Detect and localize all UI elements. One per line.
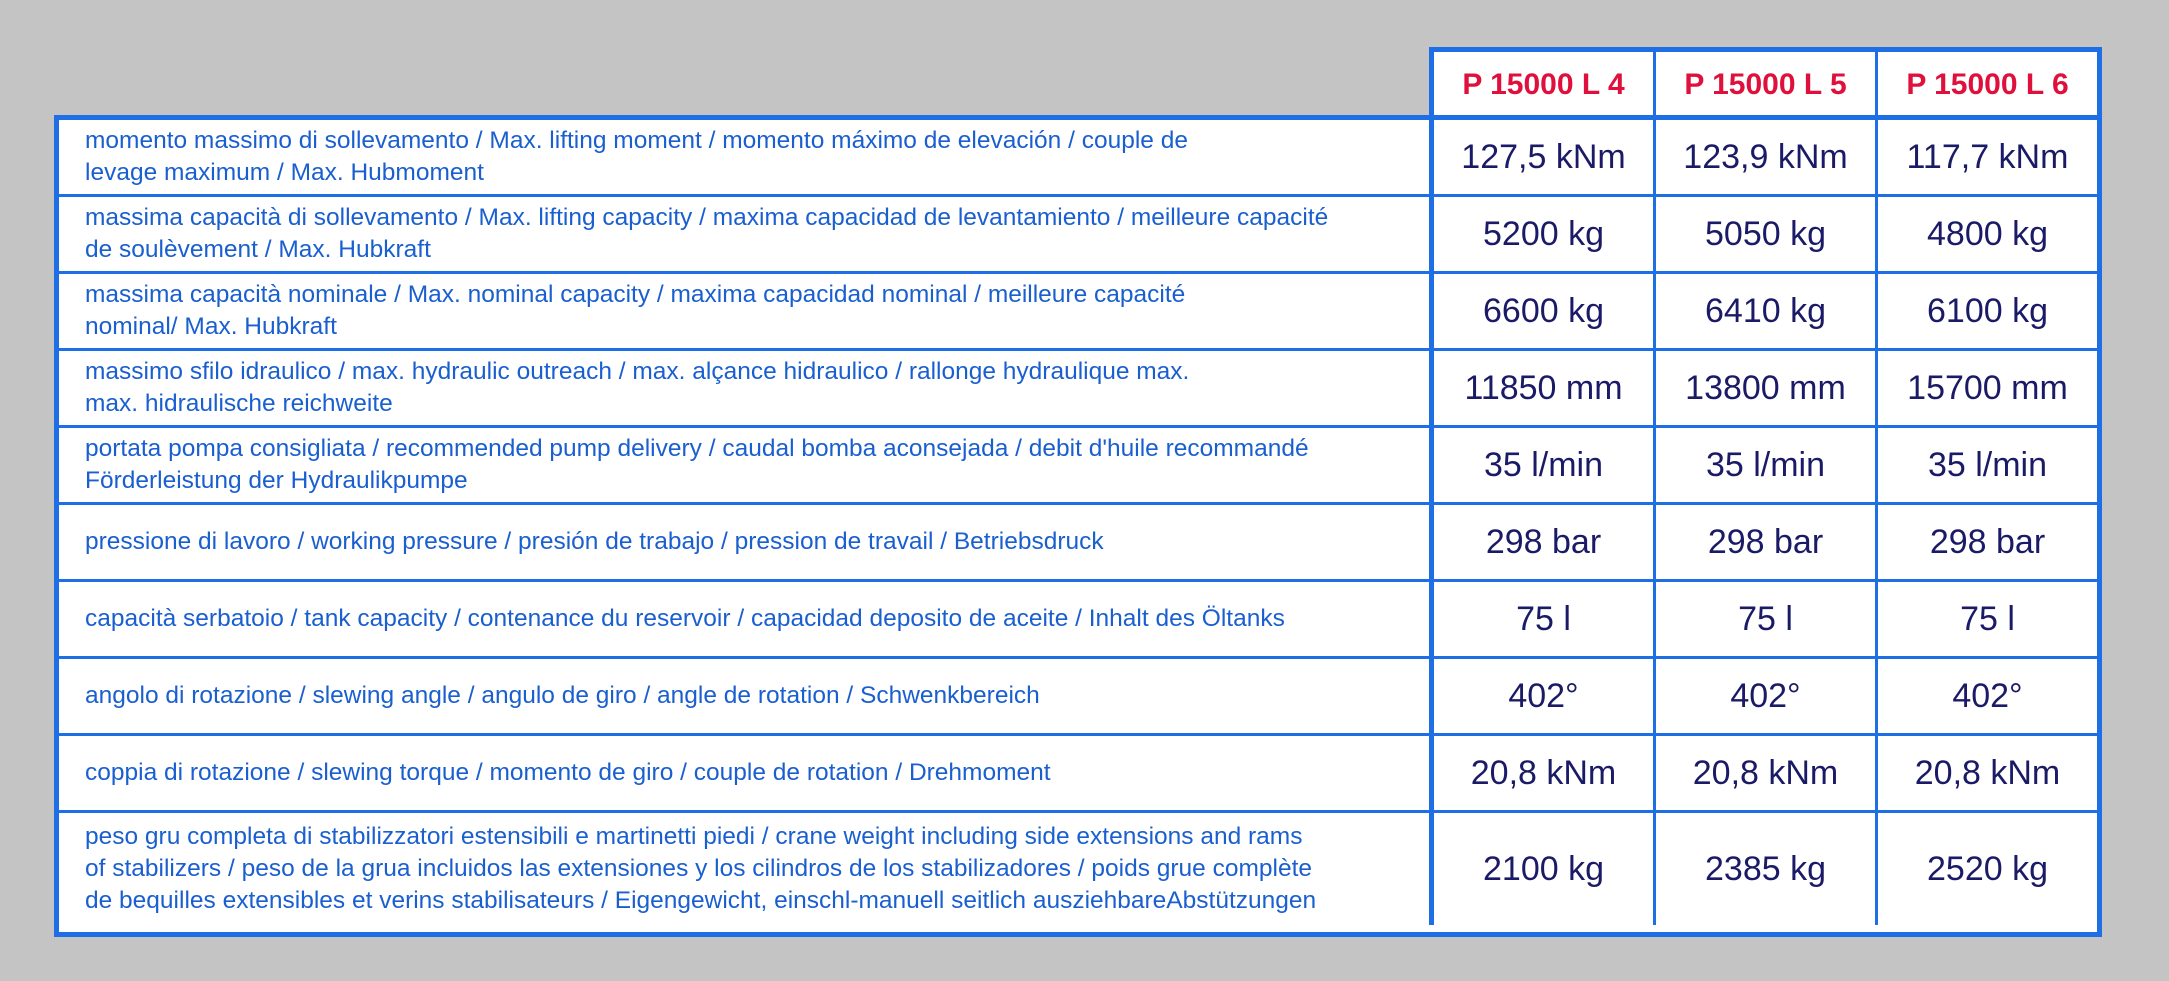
value-l4: 6600 kg — [1434, 274, 1656, 348]
row-description: portata pompa consigliata / recommended pump delivery / caudal bomba aconsejada / debit d'huile recommandé Förderleistung der Hydraulikpumpe — [59, 428, 1434, 502]
row-description: coppia di rotazione / slewing torque / momento de giro / couple de rotation / Drehmoment — [59, 736, 1434, 810]
value-l6: 20,8 kNm — [1914, 753, 2061, 792]
value-l5: 298 bar — [1656, 505, 1878, 579]
spec-table — [54, 47, 2102, 937]
value-l4: 2100 kg — [1434, 813, 1656, 925]
row-slewing-torque — [59, 736, 2097, 813]
value-l6: 15700 mm — [1907, 368, 2068, 407]
row-description: angolo di rotazione / slewing angle / angulo de giro / angle de rotation / Schwenkbereich — [59, 659, 1434, 733]
value-l6: 2520 kg — [1927, 849, 2048, 888]
value-l6: 75 l — [1960, 599, 2015, 638]
model-header-l5: P 15000 L 5 — [1656, 52, 1878, 117]
row-description: massimo sfilo idraulico / max. hydraulic outreach / max. alçance hidraulico / rallonge hydraulique max. max. hidraulische reichweite — [59, 351, 1434, 425]
value-l5: 402° — [1656, 659, 1878, 733]
row-slewing-angle — [59, 659, 2097, 736]
value-l5: 123,9 kNm — [1656, 120, 1878, 194]
row-crane-weight — [59, 813, 2097, 925]
value-l5: 2385 kg — [1656, 813, 1878, 925]
value-l6: 6100 kg — [1927, 291, 2048, 330]
value-l6: 298 bar — [1929, 522, 2046, 561]
value-l4: 35 l/min — [1434, 428, 1656, 502]
model-header-l4: P 15000 L 4 — [1434, 52, 1656, 117]
value-l6: 117,7 kNm — [1906, 137, 2069, 176]
row-pump-delivery — [59, 428, 2097, 505]
value-l5: 5050 kg — [1656, 197, 1878, 271]
row-description: massima capacità nominale / Max. nominal capacity / maxima capacidad nominal / meilleure capacité nominal/ Max. Hubkraft — [59, 274, 1434, 348]
row-nominal-capacity — [59, 274, 2097, 351]
value-l4: 20,8 kNm — [1434, 736, 1656, 810]
value-l5: 75 l — [1656, 582, 1878, 656]
value-l4: 11850 mm — [1434, 351, 1656, 425]
model-header-l6: P 15000 L 6 — [1906, 67, 2069, 101]
value-l5: 20,8 kNm — [1656, 736, 1878, 810]
spec-table-body — [54, 115, 2102, 937]
value-l5: 13800 mm — [1656, 351, 1878, 425]
value-l4: 298 bar — [1434, 505, 1656, 579]
value-l4: 75 l — [1434, 582, 1656, 656]
row-tank-capacity — [59, 582, 2097, 659]
row-description: peso gru completa di stabilizzatori estensibili e martinetti piedi / crane weight including side extensions and rams of stabilizers / peso de la grua incluidos las extensiones y los cilindros de los stabilizadores / poids grue complète de bequilles extensibles et verins stabilisateurs / Eigengewicht, einschl-manuell seitlich ausziehbareAbstützungen — [59, 813, 1434, 925]
value-l5: 6410 kg — [1656, 274, 1878, 348]
value-l5: 35 l/min — [1656, 428, 1878, 502]
row-description: momento massimo di sollevamento / Max. lifting moment / momento máximo de elevación / couple de levage maximum / Max. Hubmoment — [59, 120, 1434, 194]
row-description: pressione di lavoro / working pressure / presión de trabajo / pression de travail / Betriebsdruck — [59, 505, 1434, 579]
row-description: capacità serbatoio / tank capacity / contenance du reservoir / capacidad deposito de aceite / Inhalt des Öltanks — [59, 582, 1434, 656]
value-l4: 402° — [1434, 659, 1656, 733]
value-l4: 127,5 kNm — [1434, 120, 1656, 194]
value-l4: 5200 kg — [1434, 197, 1656, 271]
row-description: massima capacità di sollevamento / Max. lifting capacity / maxima capacidad de levantamiento / meilleure capacité de soulèvement / Max. Hubkraft — [59, 197, 1434, 271]
model-header-row — [1429, 47, 2102, 117]
row-hydraulic-outreach — [59, 351, 2097, 428]
value-l6: 35 l/min — [1927, 445, 2048, 484]
row-lifting-capacity — [59, 197, 2097, 274]
row-working-pressure — [59, 505, 2097, 582]
value-l6: 4800 kg — [1927, 214, 2048, 253]
row-lifting-moment — [59, 120, 2097, 197]
value-l6: 402° — [1952, 676, 2023, 715]
